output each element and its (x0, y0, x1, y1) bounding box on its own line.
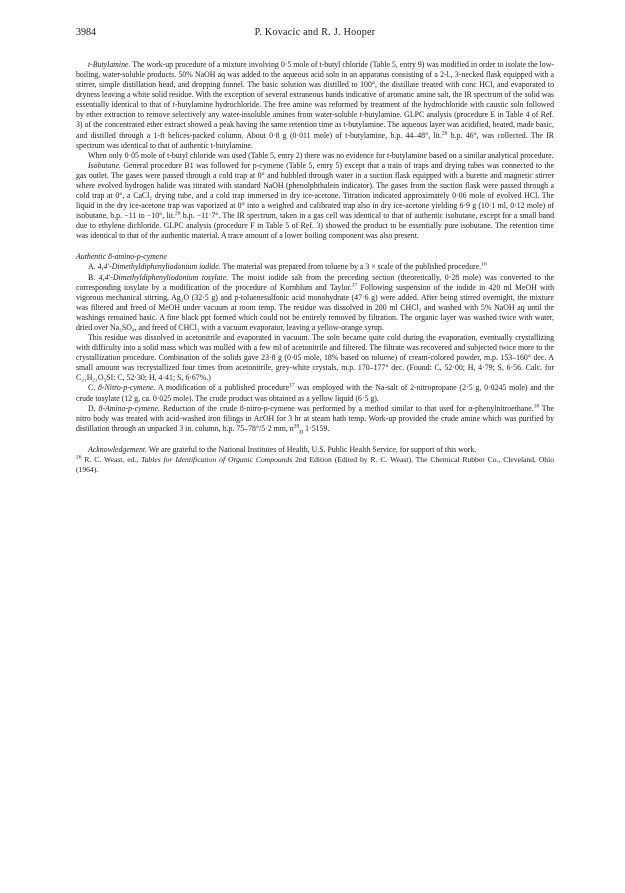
section-c-title: 8-Nitro-p-cymene. (98, 383, 156, 393)
section-c-paragraph (76, 383, 554, 403)
tbutylamine-paragraph-2: When only 0·05 mole of t-butyl chloride was used (Table 5, entry 2) there was no evidence for t-butylamine based on a similar analytical procedure. (88, 150, 554, 160)
reference-text-end: 2nd Edition (Edited by R. C. Weast). The Chemical Rubber Co., Cleveland, Ohio (1964). (76, 454, 555, 474)
acknowledgement-paragraph (76, 445, 554, 455)
isobutane-ref: 26 (174, 210, 181, 217)
tbutylamine-text-end: b.p. 46°, was collected. The IR spectrum was identical to that of authentic t-butylamine. (76, 130, 554, 150)
section-d-text-end: The nitro body was treated with acid-washed iron filings in AcOH for 3 hr at steam bath temp. Work-up provided the crude amine which was purified by distillation through an unpacked 3 in. column, b.p. 75–78°/5·2 mm, n (76, 403, 555, 433)
tbutylamine-ref: 26 (441, 129, 448, 136)
authentic-heading: Authentic 8-amino-p-cymene (76, 252, 167, 262)
section-d-paragraph (76, 404, 554, 434)
section-c-text-end: was employed with the Na-salt of 2-nitropropane (2·5 g, 0·0245 mole) and the crude tosylate (12 g, ca. 0·025 mole). The crude product was obtained as a yellow liquid (6·5 g). (76, 383, 554, 403)
section-a-ref: 16 (481, 261, 487, 268)
isobutane-text: General procedure B1 was followed for p-cymene (Table 5, entry 5) except that a train of traps and drying tubes was connected to the gas outlet. The gases were passed through a cold trap at 0° and bubbled through water in a suction flask equipped with a burette and magnetic stirrer where evolved hydrogen halide was titrated with standard NaOH (phenolphthalein indicator). The gases from the suction flask were passed through a cold trap at 0°, a CaCl₂ drying tube, and a cold trap immersed in dry ice-acetone. Titration indicated approximately 0·06 mole of evolved HCl. The liquid in the dry ice-acetone trap was vaporized at 0° into a weighed and calibrated trap also in dry ice-acetone yielding 6·9 g (10·1 ml, 0·12 mole) of isobutane, b.p. −11 to −10°, lit. (76, 160, 554, 221)
section-d-title: 8-Amino-p-cymene. (98, 403, 161, 413)
section-b-text-end: Following suspension of the iodide in 420 ml MeOH with vigorous mechanical stirring, Ag₂O (32·5 g) and p-toluenesulfonic acid monohydrate (47·6 g) were added. After being stirred overnight, the mixture was filtered and freed of MeOH under vacuum at room temp. The residue was dissolved in 200 ml CHCl₃ and washed with 5% NaOH aq until the washings remained basic. A fine black ppt formed which could not be entirely removed by filtration. The organic layer was washed twice with water, dried over Na₂SO₄, and freed of CHCl₃ with a vacuum evaporator, leaving a yellow-orange syrup. (76, 282, 554, 332)
running-head: P. Kovacic and R. J. Hooper (254, 27, 376, 38)
section-b-paragraph-2: This residue was dissolved in acetonitrile and evaporated in vacuum. The soln became quite cold during the evaporation, eventually crystallizing with difficulty into a solid mass which was mulled with a few ml of acetonitrile and filtered. The filtrate was recovered and subjected twice more to the crystallization procedure. Combination of the solids gave 23·8 g (0·05 mole, 18% based on toluene) of cream-colored powder, m.p. 153–160° dec. A small amount was recrystallized four times from acetonitrile, grey-white crystals, m.p. 170–177° dec. (Found: C, 52·00; H, 4·79; S, 6·56. Calc. for C₂₁H₂₁O₃SI: C, 52·30; H, 4·41; S, 6·67%.) (76, 333, 554, 383)
isobutane-text-end: b.p. −11·7°. The IR spectrum, taken in a gas cell was identical to that of authentic isobutane, except for a small band due to ethylene dichloride. GLPC analysis (procedure F in Table 5 of Ref. 3) showed the product to be essentially pure isobutane. The retention time was identical to that of the authentic material. A trace amount of a lower boiling component was also present. (76, 211, 554, 241)
tbutylamine-title: t-Butylamine. (88, 60, 131, 69)
section-c-text: A modification of a published procedure (155, 383, 290, 393)
refractive-index-value: 1·5159. (303, 423, 330, 433)
reference-number: 26 (76, 454, 82, 461)
reference-26 (76, 455, 554, 475)
section-c-label: C. (88, 383, 96, 393)
reference-title: Tables for Identification of Organic Compounds (141, 454, 293, 464)
section-a-label: A. (88, 262, 96, 272)
acknowledgement-text: We are grateful to the National Institutes of Health, U.S. Public Health Service, for support of this work. (147, 444, 477, 454)
page-number: 3984 (76, 27, 96, 38)
page-header (76, 27, 554, 41)
section-a-title: 4,4′-Dimethyldiphenyliodonium iodide. (97, 262, 221, 272)
section-b-title: 4,4′-Dimethyldiphenyliodonium tosylate. (98, 272, 229, 282)
article-body (76, 60, 554, 475)
section-a-text: The material was prepared from toluene by a 3 × scale of the published procedure. (220, 262, 482, 272)
reference-text-start: R. C. Weast, ed., (81, 454, 142, 464)
section-c-ref: 17 (289, 382, 295, 389)
section-b-label: B. (88, 272, 96, 282)
refractive-index-temp: 20 (293, 423, 300, 430)
acknowledgement-title: Acknowledgement. (88, 444, 148, 454)
tbutylamine-text: The work-up procedure of a mixture involving 0·5 mole of t-butyl chloride (Table 5, entry 9) was modified in order to isolate the low-boiling, water-soluble products. 50% NaOH aq was added to the aqueous acid soln in an apparatus consisting of a 2-l., 3-necked flask equipped with a stirrer, simple distillation head, and dropping funnel. The basic solution was distilled to 100°, the distillate treated with conc HCl, and evaporated to dryness leaving a white solid residue. With the exception of several extraneous bands indicative of aromatic amine salt, the IR spectrum of the solid was essentially identical to that of t-butylamine hydrochloride. The free amine was reformed by treatment of the hydrochloride with caustic soln followed by ether extraction to remove selectively any water-insoluble amines from water-soluble t-butylamine. GLPC analysis (procedure E in Table 4 of Ref. 3) of the concentrated ether extract showed a peak having the same retention time as t-butylamine. The aqueous layer was acidified, heated, made basic, and distilled through a 1-ft helices-packed column. About 0·8 g (0·011 mole) of t-butylamine, b.p. 44–48°, lit. (76, 60, 554, 140)
section-b-ref: 17 (351, 282, 358, 289)
isobutane-title: Isobutane. (88, 160, 121, 170)
tbutylamine-paragraph (76, 60, 554, 151)
section-b-text: The moist iodide salt from the preceding section (theoretically, 0·28 mole) was converted to the corresponding tosylate by a modification of the procedure of Kornblum and Taylor. (76, 272, 554, 292)
section-d-ref: 18 (533, 402, 540, 409)
section-d-label: D. (88, 403, 96, 413)
section-d-text: Reduction of the crude 8-nitro-p-cymene was performed by a method similar to that used for α-phenylnitroethane. (160, 403, 534, 413)
refractive-index-line: D (299, 429, 304, 436)
section-a-paragraph (76, 262, 554, 272)
section-b-paragraph (76, 273, 554, 333)
isobutane-paragraph (76, 161, 554, 242)
